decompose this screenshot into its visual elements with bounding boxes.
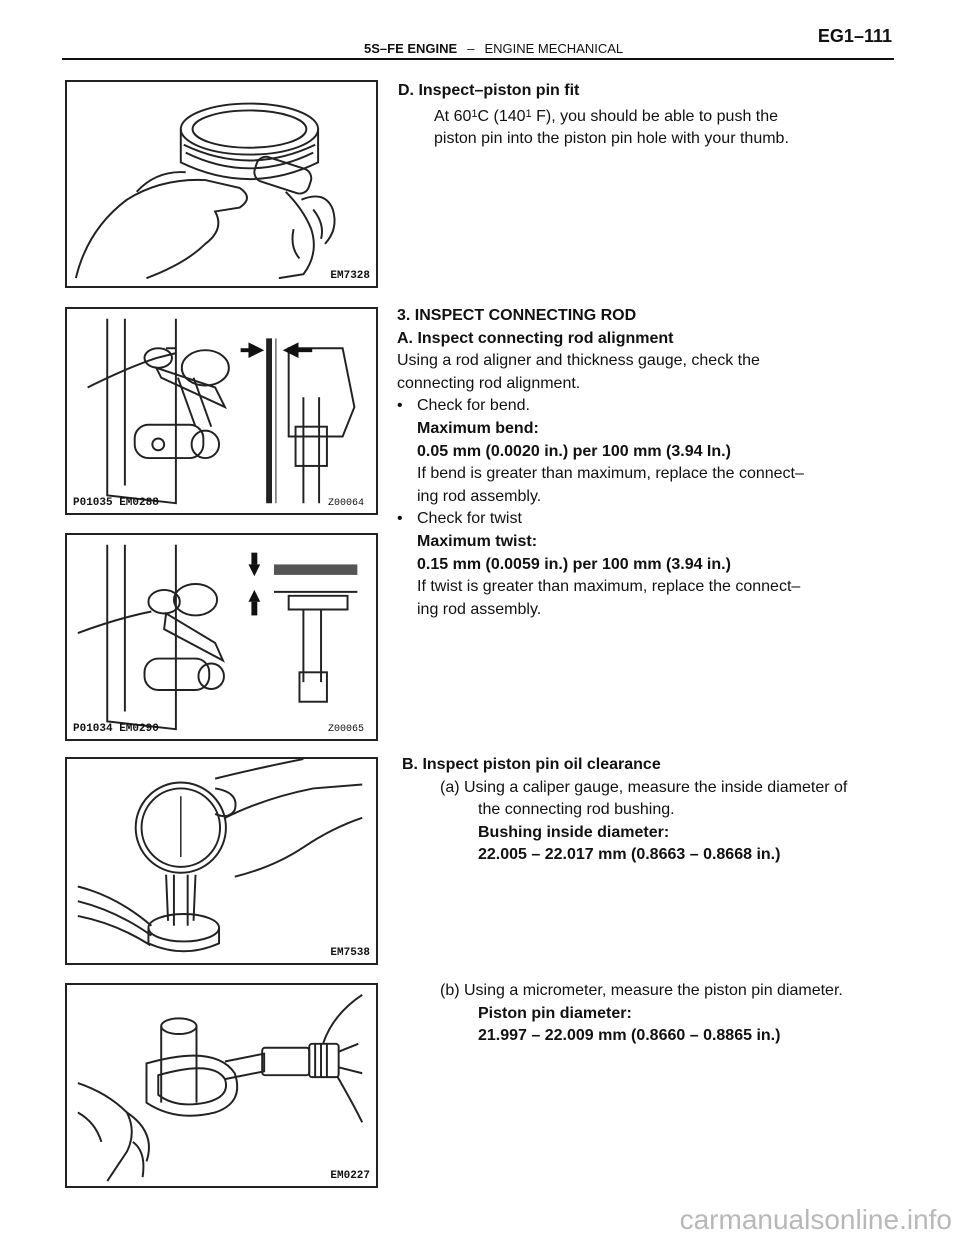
section-b-b-line1: (b) Using a micrometer, measure the piston pin diameter. [440, 982, 843, 999]
header-section: 5S–FE ENGINE [364, 41, 458, 56]
figure-id-right: Z00064 [327, 498, 364, 509]
figure-id-right: Z00065 [327, 724, 364, 735]
figure-id: EM0227 [330, 1170, 370, 1182]
degree-glyph: 1 [525, 107, 532, 120]
figure-piston-pin-fit [65, 80, 378, 288]
text-fragment: At 60 [434, 107, 472, 125]
section-d [398, 80, 789, 151]
watermark: carmanualsonline.info [679, 1204, 952, 1235]
bend-note2: ing rod assembly. [417, 487, 542, 505]
figure-id-left: P01035 EM0288 [73, 497, 159, 509]
text-fragment: C (140 [477, 107, 526, 125]
caliper-gauge-illustration [67, 759, 376, 963]
section-b-a-line1: (a) Using a caliper gauge, measure the inside diameter of [440, 778, 848, 796]
bend-note1: If bend is greater than maximum, replace the connect– [417, 465, 804, 483]
figure-caliper-gauge [65, 757, 378, 965]
bend-check: Check for bend. [417, 397, 530, 415]
text-fragment: F), you should be able to push the [531, 107, 779, 125]
twist-check: Check for twist [417, 510, 522, 528]
micrometer-illustration [67, 985, 376, 1186]
figure-id: EM7328 [330, 270, 370, 282]
section-d-heading: D. Inspect–piston pin fit [398, 82, 580, 99]
rod-bend-illustration [67, 309, 376, 513]
bullet-glyph: • [397, 510, 403, 528]
figure-id-left: P01034 EM0290 [73, 723, 159, 735]
twist-max-label: Maximum twist: [417, 532, 538, 550]
bushing-label: Bushing inside diameter: [478, 823, 670, 841]
section-3-heading: 3. INSPECT CONNECTING ROD [397, 307, 637, 324]
section-3-intro2: connecting rod alignment. [397, 374, 581, 392]
twist-note2: ing rod assembly. [417, 600, 542, 618]
page-number: EG1–111 [817, 26, 892, 46]
section-b-part-b [402, 980, 843, 1048]
piston-pin-illustration [67, 82, 376, 286]
rod-twist-illustration [67, 535, 376, 739]
section-3 [397, 305, 804, 621]
figure-rod-twist [65, 533, 378, 741]
section-3-sub-a: A. Inspect connecting rod alignment [397, 329, 674, 347]
bushing-value: 22.005 – 22.017 mm (0.8663 – 0.8668 in.) [478, 846, 781, 864]
bend-bullet [397, 395, 804, 418]
section-d-line2: piston pin into the piston pin hole with your thumb. [434, 130, 789, 148]
twist-note1: If twist is greater than maximum, replace the connect– [417, 578, 801, 596]
twist-max-value: 0.15 mm (0.0059 in.) per 100 mm (3.94 in.) [417, 555, 731, 573]
figure-rod-bend [65, 307, 378, 515]
section-3-intro1: Using a rod aligner and thickness gauge, check the [397, 352, 760, 370]
degree-glyph: 1 [471, 107, 478, 120]
pin-diameter-value: 21.997 – 22.009 mm (0.8660 – 0.8865 in.) [478, 1027, 781, 1045]
bend-max-value: 0.05 mm (0.0020 in.) per 100 mm (3.94 In.) [417, 442, 731, 460]
header-rule [62, 58, 894, 60]
section-b-heading: B. Inspect piston pin oil clearance [402, 756, 661, 773]
twist-bullet [397, 508, 804, 531]
running-header [364, 41, 623, 56]
pin-diameter-label: Piston pin diameter: [478, 1004, 632, 1022]
section-d-line1 [398, 103, 789, 129]
header-chapter: ENGINE MECHANICAL [484, 41, 624, 56]
figure-micrometer [65, 983, 378, 1188]
header-separator: – [467, 41, 475, 56]
bend-max-label: Maximum bend: [417, 419, 539, 437]
figure-id: EM7538 [330, 947, 370, 959]
section-b [402, 754, 847, 867]
bullet-glyph: • [397, 397, 403, 415]
section-b-a-line2: the connecting rod bushing. [478, 801, 675, 819]
